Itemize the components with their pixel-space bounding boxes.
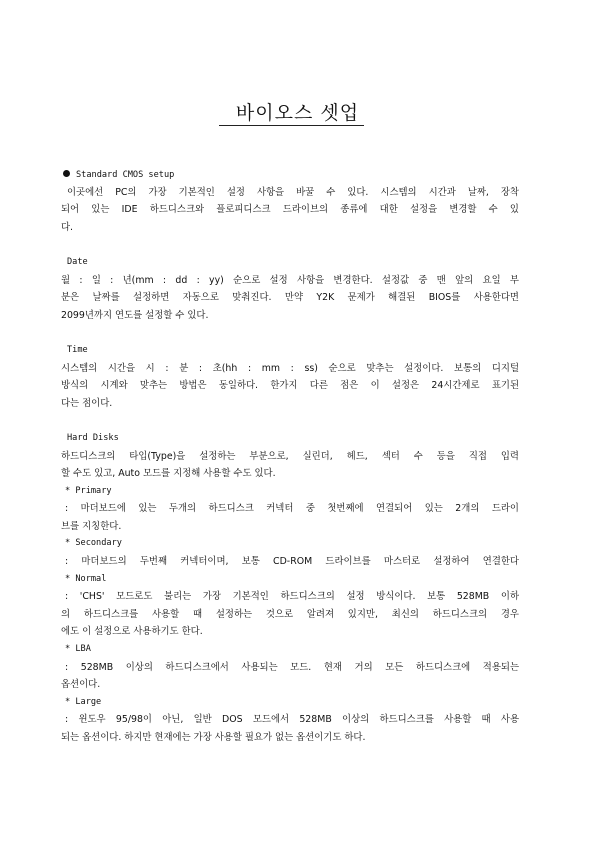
paragraph-line: 시스템의 시간을 시 : 분 : 초(hh : mm : ss) 순으로 맞추는 설정이다. 보통의 디지털	[61, 362, 519, 374]
paragraph-line: : 마더보드에 있는 두개의 하드디스크 커넥터 중 첫번째에 연결되어 있는 2개의 드라이	[65, 503, 519, 515]
paragraph-line: 방식의 시계와 맞추는 방법은 동일하다. 한가지 다른 점은 이 설정은 24시간제로 표기된	[61, 380, 519, 392]
page-title: 바이오스 셋업	[235, 102, 360, 124]
subheading-secondary: * Secondary	[65, 538, 122, 549]
section-heading-time: Time	[67, 344, 88, 355]
paragraph-line: 다.	[61, 221, 74, 233]
spacer	[61, 236, 519, 254]
paragraph-line: 의 하드디스크를 사용할 때 설정하는 것으로 알려져 있지만, 최신의 하드디스크의 경우	[61, 608, 519, 620]
bullet-icon	[63, 170, 70, 177]
paragraph-line: 옵션이다.	[61, 679, 101, 691]
paragraph-line: : 528MB 이상의 하드디스크에서 사용되는 모드. 현재 거의 모든 하드디스크에 적용되는	[65, 661, 519, 673]
subheading-large: * Large	[65, 696, 102, 707]
paragraph-line: 에도 이 설정으로 사용하기도 한다.	[61, 626, 203, 638]
paragraph-line: : 윈도우 95/98이 아닌, 일반 DOS 모드에서 528MB 이상의 하드디스크를 사용할 때 사용	[65, 714, 519, 726]
paragraph-line: 다는 점이다.	[61, 397, 113, 409]
document-body	[61, 166, 519, 747]
section-heading-date: Date	[67, 256, 88, 267]
subheading-lba: * LBA	[65, 644, 91, 655]
subheading-primary: * Primary	[65, 485, 112, 496]
paragraph-line: 되어 있는 IDE 하드디스크와 플로피디스크 드라이브의 종류에 대한 설정을 변경할 수 있	[61, 204, 519, 216]
paragraph-line: 이곳에선 PC의 가장 기본적인 설정 사항을 바꿀 수 있다. 시스템의 시간과 날짜, 장착	[67, 186, 519, 198]
paragraph-line: : 마더보드의 두번째 커넥터이며, 보통 CD-ROM 드라이브를 마스터로 설정하여 연결한다	[65, 556, 519, 568]
subheading-normal: * Normal	[65, 573, 107, 584]
spacer	[61, 412, 519, 430]
paragraph-line: 월 : 일 : 년(mm : dd : yy) 순으로 설정 사항을 변경한다. 설정값 중 맨 앞의 요일 부	[61, 274, 519, 286]
paragraph-line: 브를 지칭한다.	[61, 520, 122, 532]
paragraph-line: 분은 날짜를 설정하면 자동으로 맞춰진다. 만약 Y2K 문제가 해결된 BIOS를 사용한다면	[61, 292, 519, 304]
paragraph-line: 되는 옵션이다. 하지만 현재에는 가장 사용할 필요가 없는 옵션이기도 하다.	[61, 732, 366, 743]
section-heading-hard-disks: Hard Disks	[67, 432, 119, 443]
paragraph-line: : 'CHS' 모드로도 불리는 가장 기본적인 하드디스크의 설정 방식이다. 보통 528MB 이하	[65, 591, 519, 603]
spacer	[61, 324, 519, 342]
paragraph-line: 하드디스크의 타입(Type)을 설정하는 부분으로, 실린더, 헤드, 섹터 수 등을 직접 입력	[61, 450, 519, 462]
title-underline	[219, 125, 364, 126]
paragraph-line: 할 수도 있고, Auto 모드를 지정해 사용할 수도 있다.	[61, 468, 276, 480]
paragraph-line: 2099년까지 연도를 설정할 수 있다.	[61, 309, 209, 321]
section-heading-standard-cmos: Standard CMOS setup	[61, 166, 519, 184]
